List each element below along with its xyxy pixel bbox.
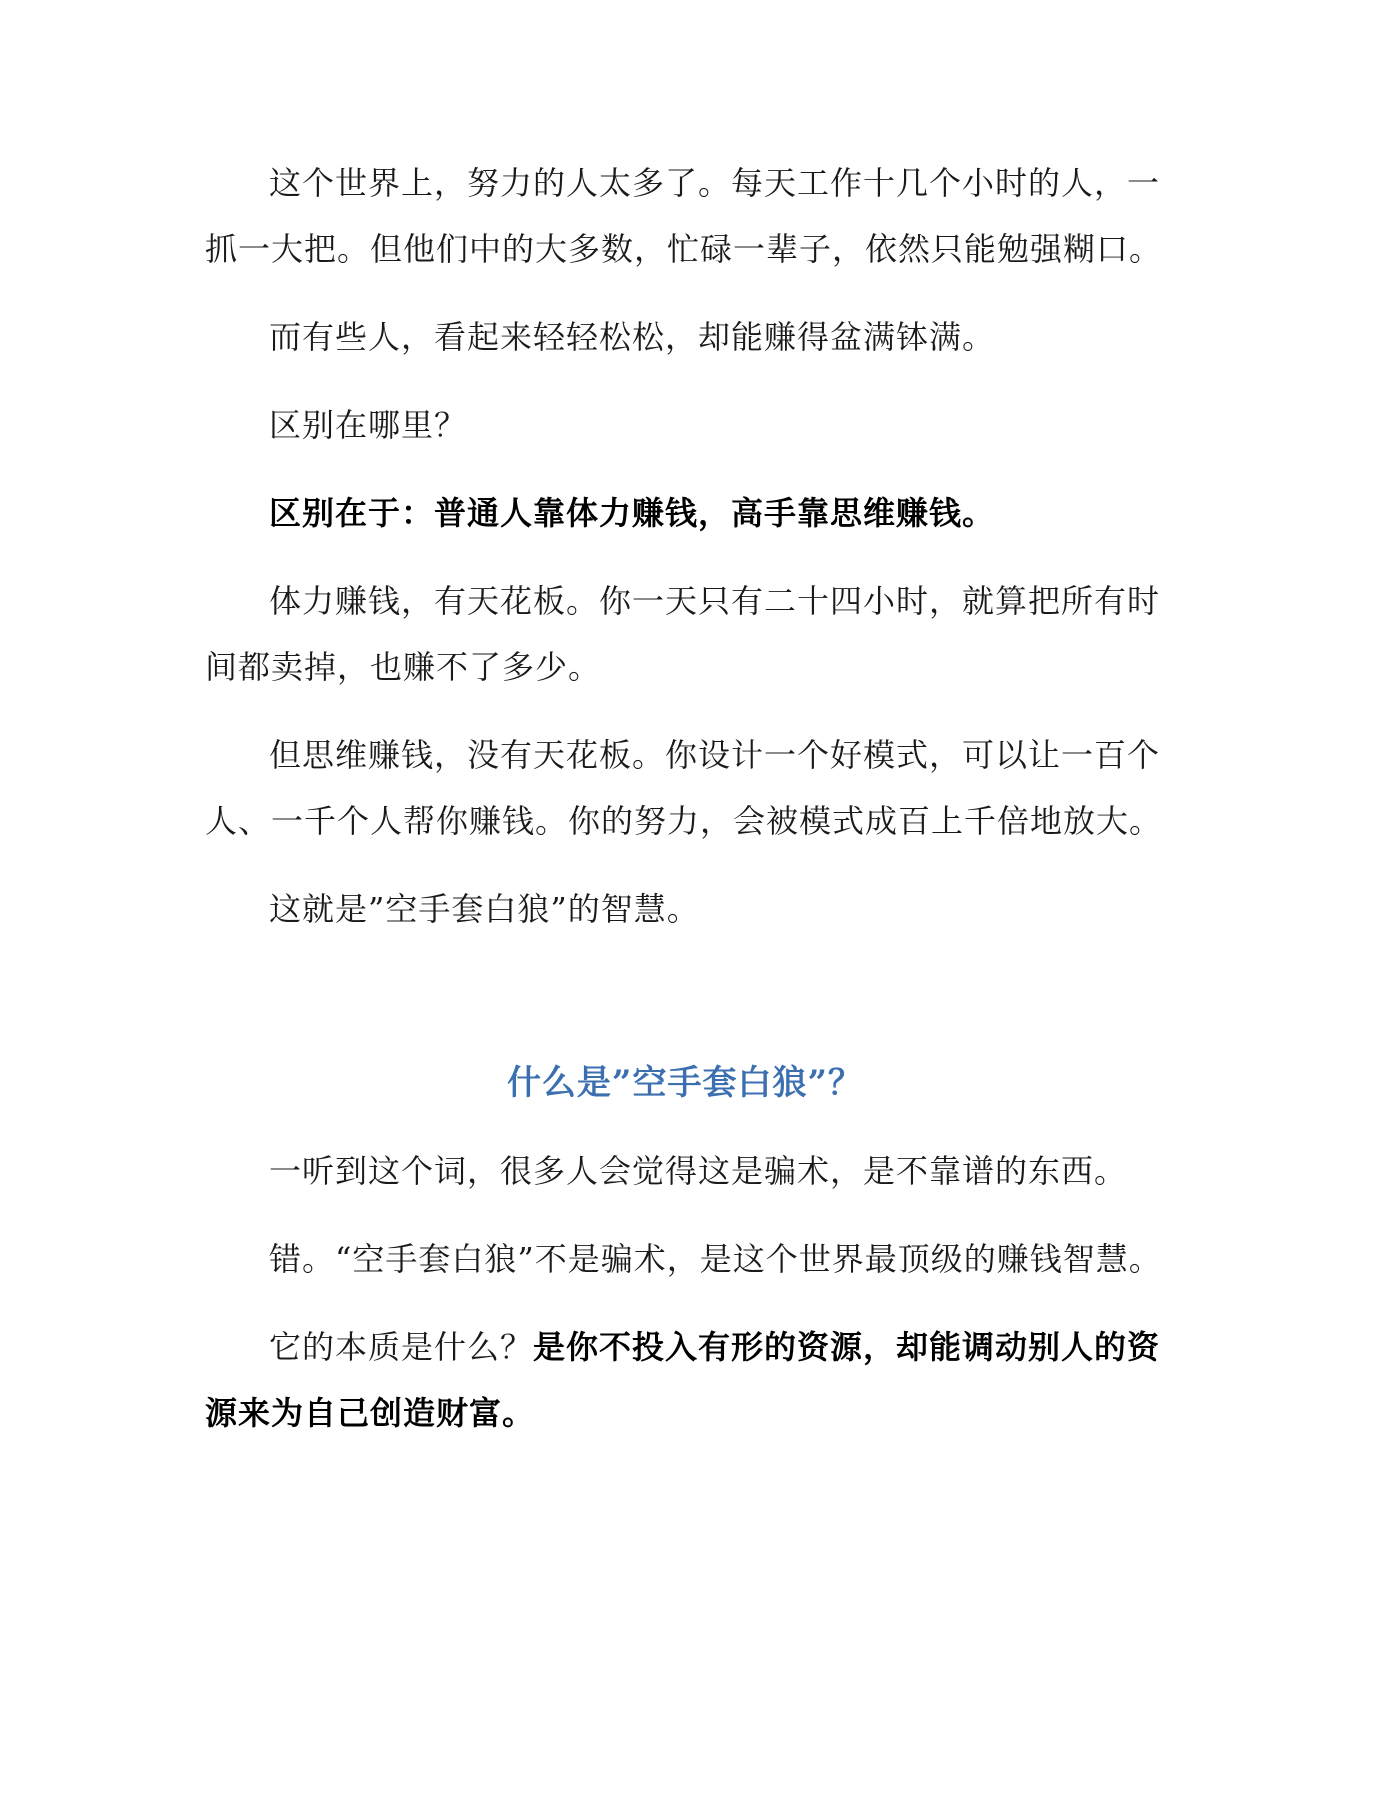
paragraph-mixed — [205, 1314, 1165, 1446]
paragraph: 但思维赚钱，没有天花板。你设计一个好模式，可以让一百个人、一千个人帮你赚钱。你的努力，会被模式成百上千倍地放大。 — [205, 736, 1163, 840]
section-heading: 什么是”空手套白狼”？ — [506, 1063, 864, 1103]
paragraph: 这就是”空手套白狼”的智慧。 — [269, 890, 700, 928]
paragraph: 这个世界上，努力的人太多了。每天工作十几个小时的人，一抓一大把。但他们中的大多数，忙碌一辈子，依然只能勉强糊口。 — [205, 164, 1163, 268]
document-body — [205, 150, 1165, 1446]
paragraph: 体力赚钱，有天花板。你一天只有二十四小时，就算把所有时间都卖掉，也赚不了多少。 — [205, 582, 1161, 686]
paragraph: 而有些人，看起来轻轻松松，却能赚得盆满钵满。 — [269, 318, 996, 356]
paragraph-lead: 它的本质是什么？ — [269, 1328, 534, 1366]
paragraph: 错。“空手套白狼”不是骗术，是这个世界最顶级的赚钱智慧。 — [269, 1240, 1162, 1278]
paragraph: 一听到这个词，很多人会觉得这是骗术，是不靠谱的东西。 — [269, 1152, 1128, 1190]
bold-paragraph: 区别在于：普通人靠体力赚钱，高手靠思维赚钱。 — [269, 494, 996, 532]
paragraph: 区别在哪里？ — [269, 406, 468, 444]
paragraph-bold-span: 是你不投入有形的资源，却能调动别人的资源来为自己创造财富。 — [205, 1328, 1161, 1432]
